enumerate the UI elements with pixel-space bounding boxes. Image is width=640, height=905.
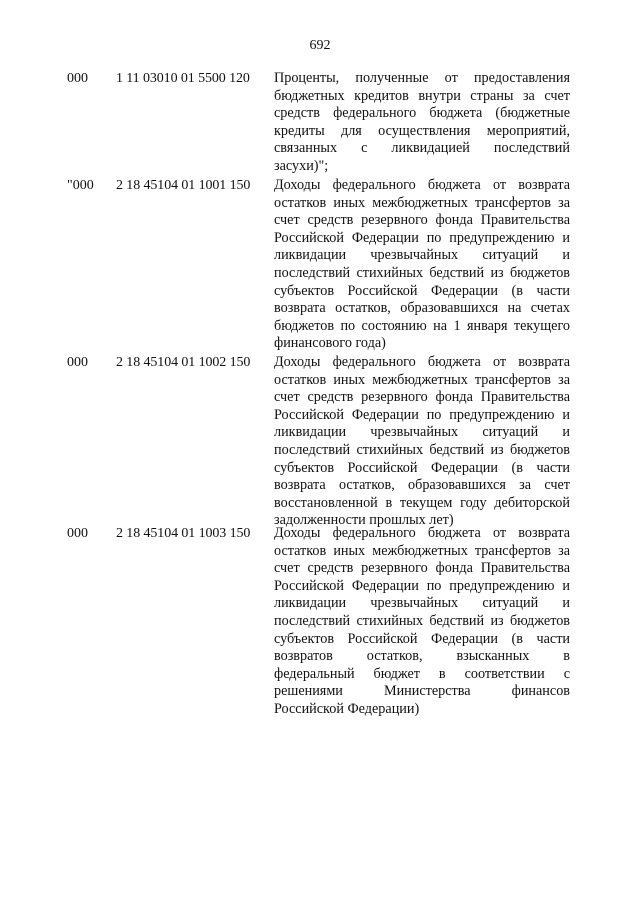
description-line: Доходы федерального бюджета от возврата: [274, 525, 570, 541]
description-line: счет средств резервного фонда Правительства: [274, 560, 570, 577]
description-line: счет средств резервного фонда Правительства: [274, 212, 570, 229]
admin-code: 000: [67, 71, 88, 86]
description-line: остатков иных межбюджетных трансфертов за: [274, 542, 570, 559]
description-line: бюджетов по состоянию на 1 января текущего: [274, 317, 570, 334]
description-line: последствий стихийных бедствий из бюджетов: [274, 264, 570, 281]
description-line: субъектов Российской Федерации (в части: [274, 630, 570, 647]
description-line: бюджетных кредитов внутри страны за счет: [274, 87, 570, 104]
description-line: Доходы федерального бюджета от возврата: [274, 177, 570, 193]
description-line: Российской Федерации по предупреждению и: [274, 406, 570, 423]
description-line: Доходы федерального бюджета от возврата: [274, 354, 570, 370]
description-line: последствий стихийных бедствий из бюджетов: [274, 441, 570, 458]
description-line: решениями Министерства финансов: [274, 683, 570, 700]
description-line: возврата остатков, образовавшихся за счет: [274, 477, 570, 494]
income-description: [274, 177, 570, 353]
admin-code: 000: [67, 526, 88, 541]
income-description: [274, 354, 570, 530]
description-line: федеральный бюджет в соответствии с: [274, 665, 570, 682]
admin-code: 000: [67, 355, 88, 370]
income-code: 2 18 45104 01 1003 150: [116, 526, 251, 541]
income-code: 2 18 45104 01 1001 150: [116, 178, 251, 193]
description-line: возврата остатков, образовавшихся на счетах: [274, 300, 570, 317]
description-line: восстановленной в текущем году дебиторской: [274, 494, 570, 511]
description-line: финансового года): [274, 335, 386, 352]
income-description: [274, 70, 570, 176]
description-line: последствий стихийных бедствий из бюджетов: [274, 612, 570, 629]
description-line: кредиты для осуществления мероприятий,: [274, 122, 570, 139]
description-line: Российской Федерации по предупреждению и: [274, 577, 570, 594]
table-row: [0, 354, 640, 529]
income-description: [274, 525, 570, 719]
description-line: остатков иных межбюджетных трансфертов за: [274, 371, 570, 388]
description-line: субъектов Российской Федерации (в части: [274, 282, 570, 299]
description-line: субъектов Российской Федерации (в части: [274, 459, 570, 476]
description-line: счет средств резервного фонда Правительства: [274, 389, 570, 406]
table-row: [0, 177, 640, 354]
table-row: [0, 70, 640, 177]
description-line: Российской Федерации): [274, 700, 420, 717]
description-line: Российской Федерации по предупреждению и: [274, 229, 570, 246]
income-code: 1 11 03010 01 5500 120: [116, 71, 250, 86]
admin-code: "000: [67, 178, 94, 193]
description-line: ликвидации чрезвычайных ситуаций и: [274, 424, 570, 441]
description-line: Проценты, полученные от предоставления: [274, 70, 570, 86]
income-code: 2 18 45104 01 1002 150: [116, 355, 251, 370]
description-line: задолженности прошлых лет): [274, 512, 454, 529]
table-row: [0, 525, 640, 725]
page-number: 692: [309, 38, 331, 53]
description-line: ликвидации чрезвычайных ситуаций и: [274, 247, 570, 264]
income-code-table: [0, 70, 640, 725]
description-line: средств федерального бюджета (бюджетные: [274, 105, 570, 122]
description-line: ликвидации чрезвычайных ситуаций и: [274, 595, 570, 612]
description-line: возвратов остатков, взысканных в: [274, 648, 570, 665]
description-line: засухи)";: [274, 157, 329, 174]
description-line: остатков иных межбюджетных трансфертов за: [274, 194, 570, 211]
description-line: связанных с ликвидацией последствий: [274, 140, 570, 157]
